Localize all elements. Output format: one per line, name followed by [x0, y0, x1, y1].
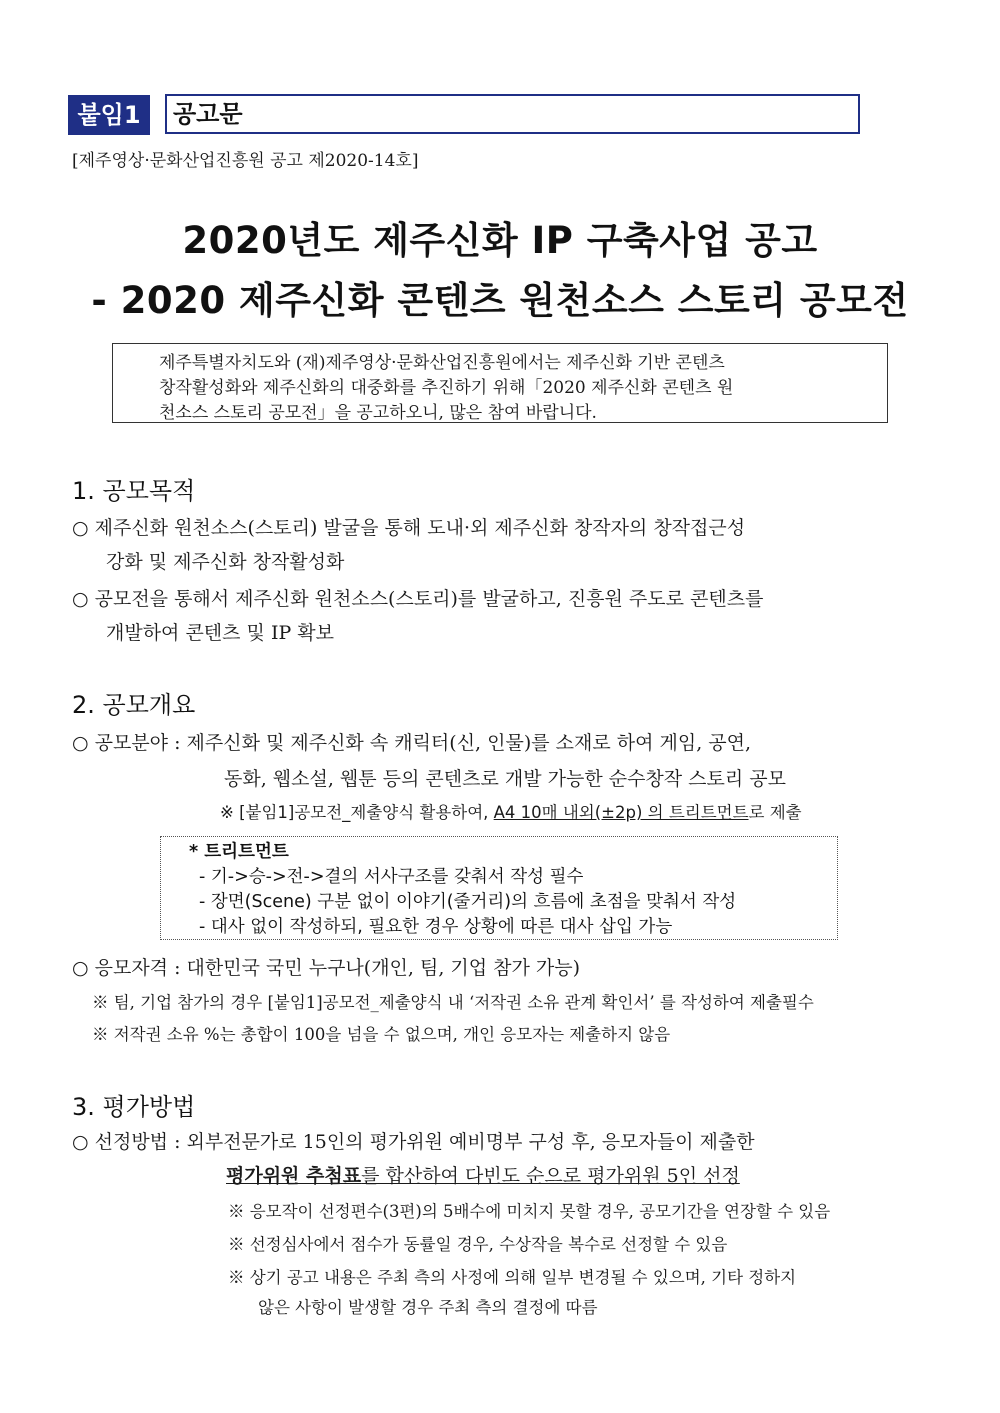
treatment-item: - 기->승->전->결의 서사구조를 갖춰서 작성 필수 — [199, 867, 584, 887]
field-note-prefix: ※ [붙임1]공모전_제출양식 활용하여, — [220, 803, 494, 822]
page-subtitle: - 2020 제주신화 콘텐츠 원천소스 스토리 공모전 — [91, 279, 909, 322]
purpose-item: ○ 제주신화 원천소스(스토리) 발굴을 통해 도내·외 제주신화 창작자의 창작접근성 — [72, 517, 746, 539]
attachment-tag: 붙임1 — [68, 95, 150, 135]
field-note-suffix: 로 제출 — [748, 803, 802, 822]
notice-number: [제주영상·문화산업진흥원 공고 제2020-14호] — [72, 151, 419, 171]
intro-line: 제주특별자치도와 (재)제주영상·문화산업진흥원에서는 제주신화 기반 콘텐츠 — [159, 353, 725, 373]
field-note-underlined: A4 10매 내외(±2p) 의 트리트먼트 — [493, 803, 749, 822]
purpose-item-cont: 강화 및 제주신화 창작활성화 — [106, 551, 345, 573]
field-line: ○ 공모분야 : 제주신화 및 제주신화 속 캐릭터(신, 인물)를 소재로 하여 게임, 공연, — [72, 732, 752, 754]
intro-box — [112, 343, 888, 423]
evaluation-note: ※ 상기 공고 내용은 주최 측의 사정에 의해 일부 변경될 수 있으며, 기타 정하지 — [228, 1268, 797, 1287]
treatment-box — [160, 836, 838, 940]
method-rest: 를 합산하여 다빈도 순으로 평가위원 5인 선정 — [361, 1165, 740, 1187]
intro-line: 천소스 스토리 공모전」을 공고하오니, 많은 참여 바랍니다. — [159, 403, 597, 423]
purpose-item-cont: 개발하여 콘텐츠 및 IP 확보 — [106, 622, 334, 644]
purpose-item: ○ 공모전을 통해서 제주신화 원천소스(스토리)를 발굴하고, 진흥원 주도로 콘텐츠를 — [72, 588, 764, 610]
field-line-cont: 동화, 웹소설, 웹툰 등의 콘텐츠로 개발 가능한 순수창작 스토리 공모 — [224, 768, 786, 790]
treatment-item: - 장면(Scene) 구분 없이 이야기(줄거리)의 흐름에 초점을 맞춰서 작성 — [199, 892, 737, 912]
section-heading: 3. 평가방법 — [72, 1093, 196, 1121]
section-heading: 1. 공모목적 — [72, 477, 196, 505]
method-bold: 평가위원 추첨표 — [226, 1165, 362, 1187]
evaluation-note: ※ 선정심사에서 점수가 동률일 경우, 수상작을 복수로 선정할 수 있음 — [228, 1235, 728, 1254]
evaluation-note: ※ 응모작이 선정편수(3편)의 5배수에 미치지 못할 경우, 공모기간을 연장할 수 있음 — [228, 1202, 831, 1221]
qualification-note: ※ 저작권 소유 %는 총합이 100을 넘을 수 없으며, 개인 응모자는 제출하지 않음 — [92, 1025, 671, 1044]
field-note — [220, 799, 802, 823]
treatment-title: * 트리트먼트 — [189, 842, 289, 862]
evaluation-note-cont: 않은 사항이 발생할 경우 주최 측의 결정에 따름 — [258, 1298, 598, 1317]
intro-line: 창작활성화와 제주신화의 대중화를 추진하기 위해「2020 제주신화 콘텐츠 원 — [159, 378, 734, 398]
treatment-item: - 대사 없이 작성하되, 필요한 경우 상황에 따른 대사 삽입 가능 — [199, 917, 673, 937]
document-label: 공고문 — [165, 94, 860, 134]
section-heading: 2. 공모개요 — [72, 691, 196, 719]
method-line: ○ 선정방법 : 외부전문가로 15인의 평가위원 예비명부 구성 후, 응모자들이 제출한 — [72, 1131, 755, 1153]
method-line-cont — [226, 1161, 740, 1188]
qualification-line: ○ 응모자격 : 대한민국 국민 누구나(개인, 팀, 기업 참가 가능) — [72, 957, 581, 979]
page-title: 2020년도 제주신화 IP 구축사업 공고 — [182, 219, 818, 262]
qualification-note: ※ 팀, 기업 참가의 경우 [붙임1]공모전_제출양식 내 ‘저작권 소유 관계 확인서’ 를 작성하여 제출필수 — [92, 993, 814, 1012]
